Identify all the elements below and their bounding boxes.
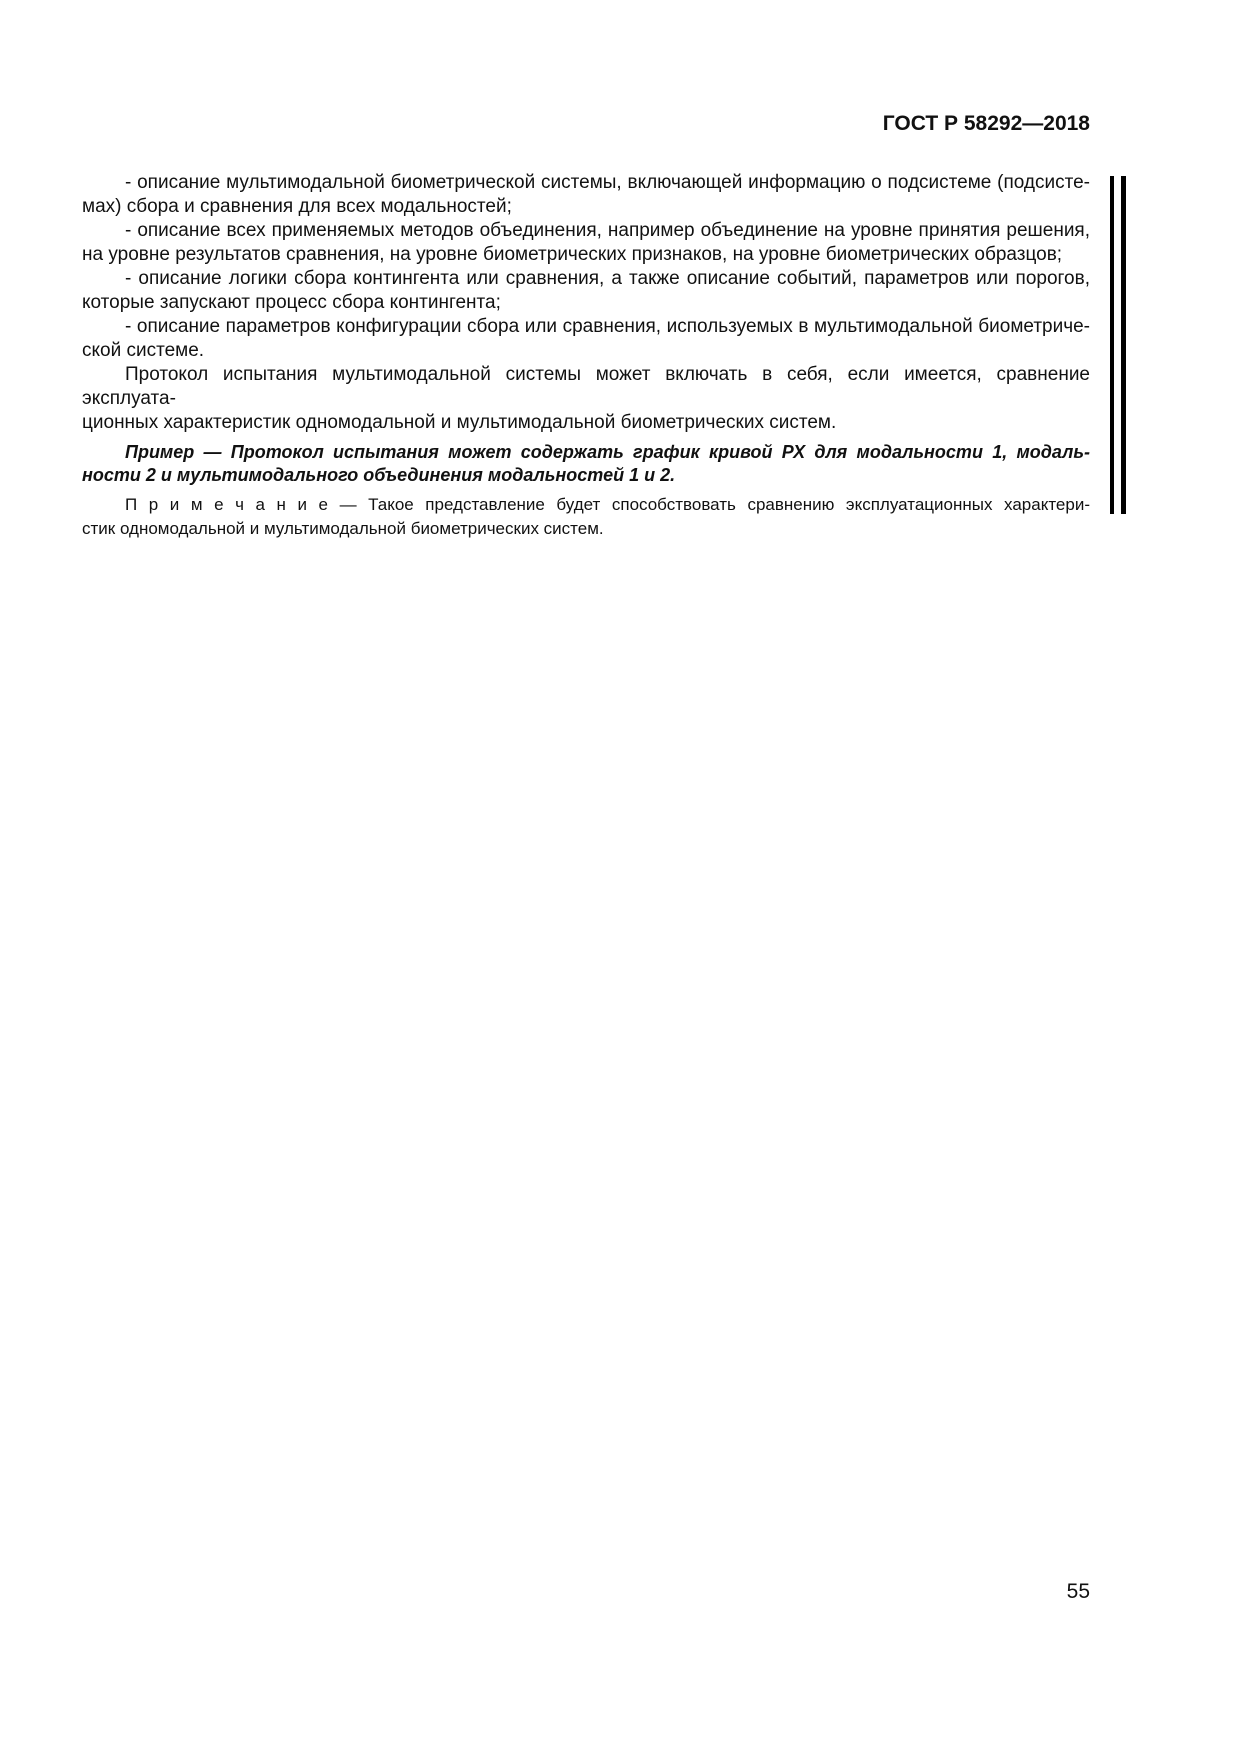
- paragraph-example: [82, 441, 1090, 487]
- text-line: - описание параметров конфигурации сбора или сравнения, используемых в мультимодальной биометриче-: [125, 316, 1090, 337]
- text-line: ционных характеристик одномодальной и мультимодальной биометрических систем.: [82, 412, 837, 433]
- text-line: ской системе.: [82, 340, 205, 361]
- text-line: - описание всех применяемых методов объединения, например объединение на уровне принятия решения,: [125, 220, 1090, 241]
- paragraph-body: [82, 171, 1090, 219]
- page-number: 55: [1066, 1580, 1090, 1603]
- paragraph-body: [82, 363, 1090, 435]
- text-line: - описание логики сбора контингента или сравнения, а также описание событий, параметров или порогов,: [125, 268, 1090, 289]
- doc-code-header: ГОСТ Р 58292—2018: [882, 112, 1090, 135]
- text-line: мах) сбора и сравнения для всех модальностей;: [82, 196, 512, 217]
- text-line: которые запускают процесс сбора контингента;: [82, 292, 501, 313]
- body-text: [82, 171, 1090, 541]
- text-line: Протокол испытания мультимодальной системы может включать в себя, если имеется, сравнение эксплуата-: [82, 364, 1090, 409]
- text-line: на уровне результатов сравнения, на уровне биометрических признаков, на уровне биометрических образцов;: [82, 244, 1063, 265]
- text-line: - описание мультимодальной биометрической системы, включающей информацию о подсистеме (подсисте-: [125, 172, 1090, 193]
- change-bar-icon: [1110, 176, 1114, 514]
- text-line: ности 2 и мультимодального объединения модальностей 1 и 2.: [82, 465, 676, 485]
- text-line: Пример — Протокол испытания может содержать график кривой РХ для модальности 1, модаль-: [125, 442, 1090, 462]
- paragraph-note: [82, 493, 1090, 541]
- paragraph-body: [82, 219, 1090, 267]
- text-line: стик одномодальной и мультимодальной биометрических систем.: [82, 519, 604, 538]
- paragraph-body: [82, 315, 1090, 363]
- text-line: П р и м е ч а н и е — Такое представление будет способствовать сравнению эксплуатационных характери-: [125, 495, 1090, 514]
- change-bar-icon: [1121, 176, 1126, 514]
- paragraph-body: [82, 267, 1090, 315]
